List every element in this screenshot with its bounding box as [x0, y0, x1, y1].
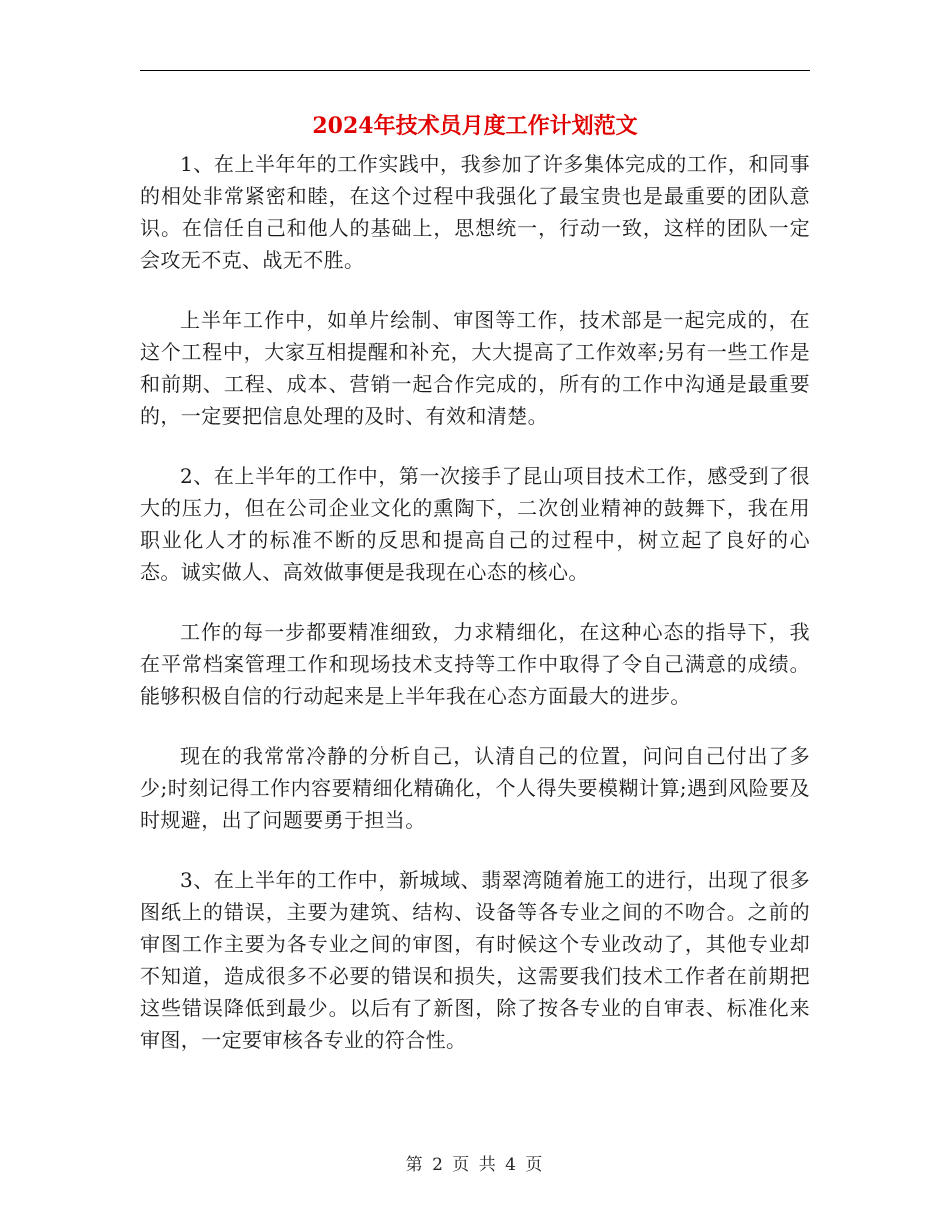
paragraph-1: 1、在上半年年的工作实践中，我参加了许多集体完成的工作，和同事的相处非常紧密和睦，在这个过程中我强化了最宝贵也是最重要的团队意识。在信任自己和他人的基础上，思想统一，行动一致，这样的团队一定会攻无不克、战无不胜。 — [140, 152, 810, 272]
page-number-footer: 第 2 页 共 4 页 — [405, 1155, 545, 1175]
paragraph-6: 3、在上半年的工作中，新城域、翡翠湾随着施工的进行，出现了很多图纸上的错误，主要为建筑、结构、设备等各专业之间的不吻合。之前的审图工作主要为各专业之间的审图，有时候这个专业改动了，其他专业却不知道，造成很多不必要的错误和损失，这需要我们技术工作者在前期把这些错误降低到最少。以后有了新图，除了按各专业的自审表、标准化来审图，一定要审核各专业的符合性。 — [140, 868, 810, 1052]
document-body — [140, 148, 810, 1084]
page-title: 2024年技术员月度工作计划范文 — [312, 113, 638, 139]
paragraph-2: 上半年工作中，如单片绘制、审图等工作，技术部是一起完成的，在这个工程中，大家互相提醒和补充，大大提高了工作效率;另有一些工作是和前期、工程、成本、营销一起合作完成的，所有的工作中沟通是最重要的，一定要把信息处理的及时、有效和清楚。 — [140, 308, 810, 428]
header-rule — [140, 70, 810, 71]
paragraph-3: 2、在上半年的工作中，第一次接手了昆山项目技术工作，感受到了很大的压力，但在公司企业文化的熏陶下，二次创业精神的鼓舞下，我在用职业化人才的标准不断的反思和提高自己的过程中，树立起了良好的心态。诚实做人、高效做事便是我现在心态的核心。 — [140, 464, 810, 584]
paragraph-4: 工作的每一步都要精准细致，力求精细化，在这种心态的指导下，我在平常档案管理工作和现场技术支持等工作中取得了令自己满意的成绩。能够积极自信的行动起来是上半年我在心态方面最大的进步。 — [140, 620, 810, 708]
paragraph-5: 现在的我常常冷静的分析自己，认清自己的位置，问问自己付出了多少;时刻记得工作内容要精细化精确化，个人得失要模糊计算;遇到风险要及时规避，出了问题要勇于担当。 — [140, 744, 810, 832]
